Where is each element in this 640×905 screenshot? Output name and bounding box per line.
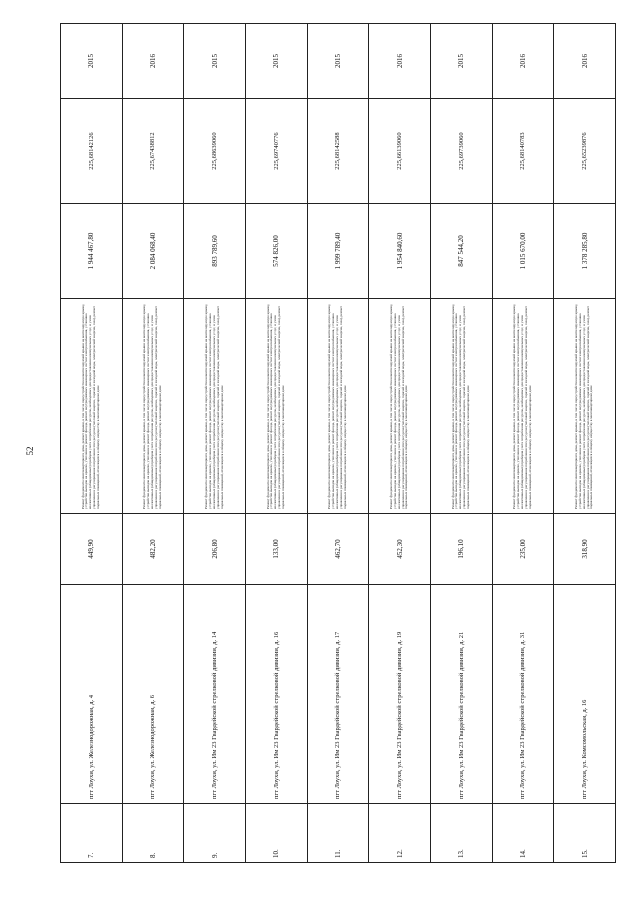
- planned-year: 2015: [430, 24, 492, 99]
- works-description: Ремонт фундамента многоквартирного дома, ремонт крыши, в том числе переустройство невентилируемой крыши на вентилируемую крышу, устройство выходов на кровлю, утепление и ремонт фасада, ремонт внутридомовых инженерных систем электроснабжения, установка коллективных (общедомовых) приборов учета потребления ресурсов, необходимых для предоставления коммунальных услуг, и узлов управления и регулирования потребления этих ресурсов (тепловой энергии, горячей и холодной воды, электрической энергии, газа), ремонт подвальных помещений, относящихся к общему имуществу в многоквартирном доме: [61, 299, 123, 514]
- cost-code: 225,67438812: [122, 99, 184, 204]
- works-description: Ремонт фундамента многоквартирного дома, ремонт крыши, в том числе переустройство невентилируемой крыши на вентилируемую крышу, устройство выходов на кровлю, утепление и ремонт фасада, ремонт внутридомовых инженерных систем электроснабжения, установка коллективных (общедомовых) приборов учета потребления ресурсов, необходимых для предоставления коммунальных услуг, и узлов управления и регулирования потребления этих ресурсов (тепловой энергии, горячей и холодной воды, электрической энергии, газа), ремонт подвальных помещений, относящихся к общему имуществу в многоквартирном доме: [245, 299, 307, 514]
- building-address: пгт Лоухи, ул. Им 23 Гвардейской стрелковой дивизии, д. 31: [492, 585, 554, 804]
- row-number: 11.: [307, 804, 369, 863]
- repair-cost: 893 789,60: [184, 204, 246, 299]
- row-number: 13.: [430, 804, 492, 863]
- building-area: 196,10: [430, 514, 492, 585]
- table-row: [492, 24, 554, 863]
- cost-code: 225,66139060: [369, 99, 431, 204]
- repair-cost: 1 954 840,60: [369, 204, 431, 299]
- row-number: 12.: [369, 804, 431, 863]
- cost-code: 225,68142588: [307, 99, 369, 204]
- row-number: 9.: [184, 804, 246, 863]
- works-description: Ремонт фундамента многоквартирного дома, ремонт крыши, в том числе переустройство невентилируемой крыши на вентилируемую крышу, устройство выходов на кровлю, утепление и ремонт фасада, ремонт внутридомовых инженерных систем электроснабжения, установка коллективных (общедомовых) приборов учета потребления ресурсов, необходимых для предоставления коммунальных услуг, и узлов управления и регулирования потребления этих ресурсов (тепловой энергии, горячей и холодной воды, электрической энергии, газа), ремонт подвальных помещений, относящихся к общему имуществу в многоквартирном доме: [492, 299, 554, 514]
- works-description: Ремонт фундамента многоквартирного дома, ремонт крыши, в том числе переустройство невентилируемой крыши на вентилируемую крышу, устройство выходов на кровлю, утепление и ремонт фасада, ремонт внутридомовых инженерных систем электроснабжения, установка коллективных (общедомовых) приборов учета потребления ресурсов, необходимых для предоставления коммунальных услуг, и узлов управления и регулирования потребления этих ресурсов (тепловой энергии, горячей и холодной воды, электрической энергии, газа), ремонт подвальных помещений, относящихся к общему имуществу в многоквартирном доме: [307, 299, 369, 514]
- repair-cost: 1 015 670,00: [492, 204, 554, 299]
- repair-program-table: [60, 23, 616, 863]
- cost-code: 225,68140783: [492, 99, 554, 204]
- repair-cost: 1 944 467,80: [61, 204, 123, 299]
- building-address: пгт Лоухи, ул. Им 23 Гвардейской стрелковой дивизии, д. 16: [245, 585, 307, 804]
- cost-code: 225,69740776: [245, 99, 307, 204]
- building-area: 318,90: [554, 514, 616, 585]
- building-area: 133,00: [245, 514, 307, 585]
- repair-cost: 1 999 789,40: [307, 204, 369, 299]
- building-address: пгт Лоухи, ул. Им 23 Гвардейской стрелковой дивизии, д. 21: [430, 585, 492, 804]
- table-row: [61, 24, 123, 863]
- building-area: 482,20: [122, 514, 184, 585]
- cost-code: 225,68639060: [184, 99, 246, 204]
- building-area: 449,90: [61, 514, 123, 585]
- planned-year: 2016: [122, 24, 184, 99]
- row-number: 15.: [554, 804, 616, 863]
- row-number: 7.: [61, 804, 123, 863]
- building-address: пгт Лоухи, ул. Комсомольская, д. 16: [554, 585, 616, 804]
- works-description: Ремонт фундамента многоквартирного дома, ремонт крыши, в том числе переустройство невентилируемой крыши на вентилируемую крышу, устройство выходов на кровлю, утепление и ремонт фасада, ремонт внутридомовых инженерных систем электроснабжения, установка коллективных (общедомовых) приборов учета потребления ресурсов, необходимых для предоставления коммунальных услуг, и узлов управления и регулирования потребления этих ресурсов (тепловой энергии, горячей и холодной воды, электрической энергии, газа), ремонт подвальных помещений, относящихся к общему имуществу в многоквартирном доме: [430, 299, 492, 514]
- works-description: Ремонт фундамента многоквартирного дома, ремонт крыши, в том числе переустройство невентилируемой крыши на вентилируемую крышу, устройство выходов на кровлю, утепление и ремонт фасада, ремонт внутридомовых инженерных систем электроснабжения, установка коллективных (общедомовых) приборов учета потребления ресурсов, необходимых для предоставления коммунальных услуг, и узлов управления и регулирования потребления этих ресурсов (тепловой энергии, горячей и холодной воды, электрической энергии, газа), ремонт подвальных помещений, относящихся к общему имуществу в многоквартирном доме: [122, 299, 184, 514]
- repair-cost: 2 084 068,40: [122, 204, 184, 299]
- building-address: пгт Лоухи, ул. Железнодорожная, д. 4: [61, 585, 123, 804]
- repair-cost: 574 826,00: [245, 204, 307, 299]
- building-address: пгт Лоухи, ул. Им 23 Гвардейской стрелковой дивизии, д. 19: [369, 585, 431, 804]
- row-number: 8.: [122, 804, 184, 863]
- table-body: [61, 24, 616, 863]
- page-number: 52: [25, 446, 35, 456]
- building-address: пгт Лоухи, ул. Железнодорожная, д. 6: [122, 585, 184, 804]
- table-row: [184, 24, 246, 863]
- table-row: [245, 24, 307, 863]
- repair-cost: 847 544,20: [430, 204, 492, 299]
- rotated-table-content: [60, 54, 616, 863]
- planned-year: 2015: [61, 24, 123, 99]
- cost-code: 225,65239876: [554, 99, 616, 204]
- building-area: 235,00: [492, 514, 554, 585]
- row-number: 10.: [245, 804, 307, 863]
- repair-cost: 1 378 285,80: [554, 204, 616, 299]
- row-number: 14.: [492, 804, 554, 863]
- table-row: [307, 24, 369, 863]
- building-area: 462,70: [307, 514, 369, 585]
- rotated-table-frame: [60, 54, 616, 863]
- planned-year: 2015: [307, 24, 369, 99]
- planned-year: 2016: [554, 24, 616, 99]
- table-row: [369, 24, 431, 863]
- works-description: Ремонт фундамента многоквартирного дома, ремонт крыши, в том числе переустройство невентилируемой крыши на вентилируемую крышу, устройство выходов на кровлю, утепление и ремонт фасада, ремонт внутридомовых инженерных систем электроснабжения, установка коллективных (общедомовых) приборов учета потребления ресурсов, необходимых для предоставления коммунальных услуг, и узлов управления и регулирования потребления этих ресурсов (тепловой энергии, горячей и холодной воды, электрической энергии, газа), ремонт подвальных помещений, относящихся к общему имуществу в многоквартирном доме: [184, 299, 246, 514]
- building-address: пгт Лоухи, ул. Им 23 Гвардейской стрелковой дивизии, д. 17: [307, 585, 369, 804]
- building-area: 206,80: [184, 514, 246, 585]
- cost-code: 225,69739060: [430, 99, 492, 204]
- cost-code: 225,68142126: [61, 99, 123, 204]
- planned-year: 2015: [184, 24, 246, 99]
- works-description: Ремонт фундамента многоквартирного дома, ремонт крыши, в том числе переустройство невентилируемой крыши на вентилируемую крышу, устройство выходов на кровлю, утепление и ремонт фасада, ремонт внутридомовых инженерных систем электроснабжения, установка коллективных (общедомовых) приборов учета потребления ресурсов, необходимых для предоставления коммунальных услуг, и узлов управления и регулирования потребления этих ресурсов (тепловой энергии, горячей и холодной воды, электрической энергии, газа), ремонт подвальных помещений, относящихся к общему имуществу в многоквартирном доме: [554, 299, 616, 514]
- building-address: пгт Лоухи, ул. Им 23 Гвардейской стрелковой дивизии, д. 14: [184, 585, 246, 804]
- planned-year: 2015: [245, 24, 307, 99]
- table-row: [122, 24, 184, 863]
- building-area: 452,30: [369, 514, 431, 585]
- planned-year: 2016: [369, 24, 431, 99]
- table-row: [554, 24, 616, 863]
- works-description: Ремонт фундамента многоквартирного дома, ремонт крыши, в том числе переустройство невентилируемой крыши на вентилируемую крышу, устройство выходов на кровлю, утепление и ремонт фасада, ремонт внутридомовых инженерных систем электроснабжения, установка коллективных (общедомовых) приборов учета потребления ресурсов, необходимых для предоставления коммунальных услуг, и узлов управления и регулирования потребления этих ресурсов (тепловой энергии, горячей и холодной воды, электрической энергии, газа), ремонт подвальных помещений, относящихся к общему имуществу в многоквартирном доме: [369, 299, 431, 514]
- planned-year: 2016: [492, 24, 554, 99]
- table-row: [430, 24, 492, 863]
